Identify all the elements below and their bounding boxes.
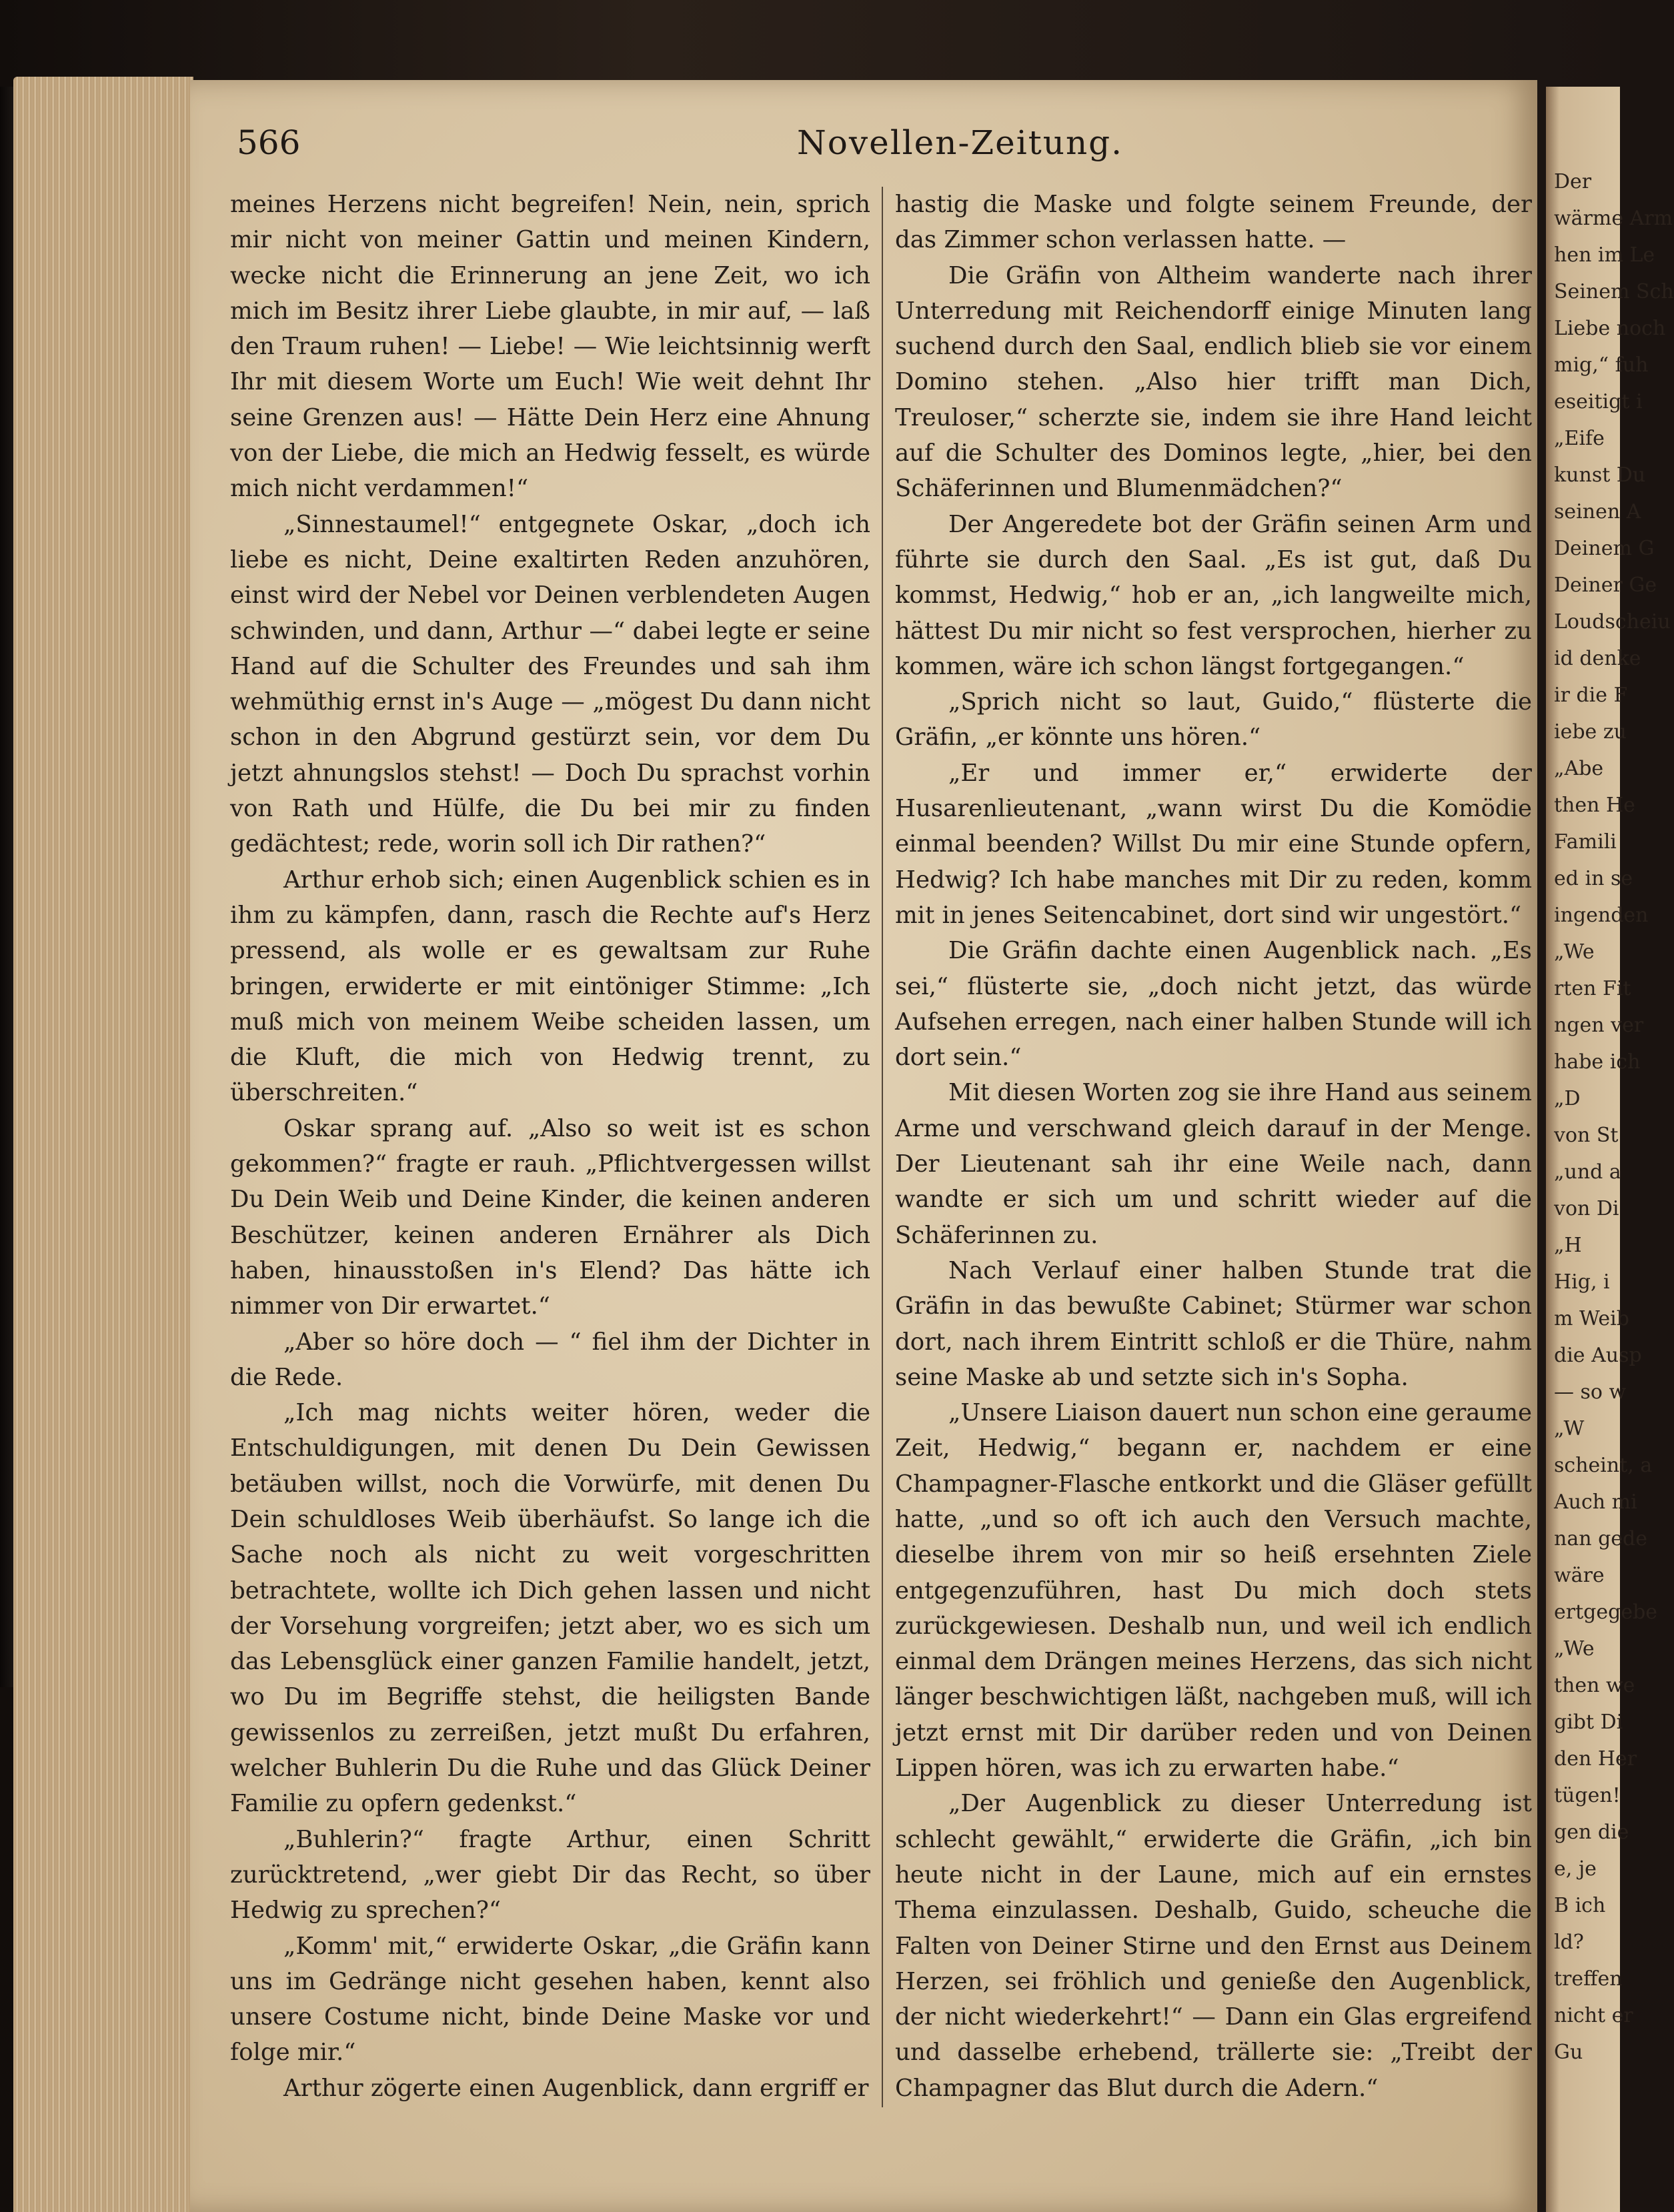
paragraph: „Sinnestaumel!“ entgegnete Oskar, „doch ich liebe es nicht, Deine exaltirten Reden anzuhören, einst wird der Nebel vor Deinen verblendeten Augen schwinden, und dann, Arthur —“ dabei legte er seine Hand auf die Schulter des Freundes und sah ihm wehmüthig ernst in's Auge — „mögest Du dann nicht schon in den Abgrund gestürzt sein, vor dem Du jetzt ahnungslos stehst! — Doch Du sprachst vorhin von Rath und Hülfe, die Du bei mir zu finden gedächtest; rede, worin soll ich Dir rathen?“ <box>230 510 870 858</box>
next-page-fragment: Seinem Sch <box>1554 280 1674 303</box>
next-page-fragment: eseitigt i <box>1554 390 1643 413</box>
next-page-fragment: Deinem G <box>1554 537 1655 560</box>
next-page-fragment: seinen A <box>1554 500 1641 523</box>
paragraph: Arthur zögerte einen Augenblick, dann ergriff er <box>283 2074 869 2102</box>
running-head: Novellen-Zeitung. <box>797 123 1124 162</box>
paragraph: „Buhlerin?“ fragte Arthur, einen Schritt zurücktretend, „wer giebt Dir das Recht, so über Hedwig zu sprechen?“ <box>230 1825 870 1925</box>
next-page-fragment: treffen <box>1554 1967 1623 1991</box>
next-page-fragment: wäre <box>1554 1564 1605 1587</box>
next-page-fragment: rten Fit <box>1554 977 1631 1000</box>
paragraph: Der Angeredete bot der Gräfin seinen Arm und führte sie durch den Saal. „Es ist gut, daß Du kommst, Hedwig,“ hob er an, „ich langweilte mich, hättest Du mir nicht so fest versprochen, hierher zu kommen, wäre ich schon längst fortgegangen.“ <box>895 510 1532 680</box>
next-page-fragment: „und a <box>1554 1160 1621 1184</box>
next-page-fragment: Hig, i <box>1554 1270 1610 1294</box>
paragraph: „Unsere Liaison dauert nun schon eine geraume Zeit, Hedwig,“ begann er, nachdem er eine Champagner-Flasche entkorkt und die Gläser gefüllt hatte, „und so oft ich auch den Versuch machte, dieselbe ihrem von mir so heiß ersehnten Ziele entgegenzuführen, hast Du mich doch stets zurückgewiesen. Deshalb nun, und weil ich endlich einmal dem Drängen meines Herzens, das sich nicht länger beschwichtigen läßt, nachgeben muß, will ich jetzt ernst mit Dir darüber reden und von Deinen Lippen hören, was ich zu erwarten habe.“ <box>895 1399 1532 1783</box>
paragraph: Oskar sprang auf. „Also so weit ist es schon gekommen?“ fragte er rauh. „Pflichtvergessen willst Du Dein Weib und Deine Kinder, die keinen anderen Beschützer, keinen anderen Ernährer als Dich haben, hinausstoßen in's Elend? Das hätte ich nimmer von Dir erwartet.“ <box>230 1114 870 1320</box>
next-page-fragment: nan gede <box>1554 1527 1647 1550</box>
next-page-fragment: Gu <box>1554 2041 1583 2064</box>
next-page-fragment: id denke <box>1554 647 1641 670</box>
next-page-fragment: von St <box>1554 1124 1619 1147</box>
next-page-fragment: gibt Di <box>1554 1711 1623 1734</box>
paragraph: Nach Verlauf einer halben Stunde trat die Gräfin in das bewußte Cabinet; Stürmer war schon dort, nach ihrem Eintritt schloß er die Thüre, nahm seine Maske ab und setzte sich in's Sopha. <box>895 1256 1532 1391</box>
next-page-fragment: ertgegebe <box>1554 1600 1658 1624</box>
next-page-fragment: Famili <box>1554 830 1617 854</box>
next-page-fragment: then we <box>1554 1674 1635 1697</box>
next-page-fragment: B ich <box>1554 1894 1606 1917</box>
next-page-fragment: Der <box>1554 170 1592 193</box>
next-page-fragment: „We <box>1554 940 1595 964</box>
column-divider <box>882 187 883 2107</box>
next-page-fragment: ed in se <box>1554 867 1633 890</box>
paragraph: „Der Augenblick zu dieser Unterredung ist schlecht gewählt,“ erwiderte die Gräfin, „ich bin heute nicht in der Laune, mich auf ein ernstes Thema einzulassen. Deshalb, Guido, scheuche die Falten von Deiner Stirne und den Ernst aus Deinem Herzen, sei fröhlich und genieße den Augenblick, der nicht wiederkehrt!“ — Dann ein Glas ergreifend und dasselbe erhebend, trällerte sie: „Treibt der Champagner das Blut durch die Adern.“ <box>895 1790 1532 2102</box>
paragraph: Die Gräfin dachte einen Augenblick nach. „Es sei,“ flüsterte sie, „doch nicht jetzt, das würde Aufsehen erregen, nach einer halben Stunde will ich dort sein.“ <box>895 937 1532 1072</box>
paragraph: Arthur erhob sich; einen Augenblick schien es in ihm zu kämpfen, dann, rasch die Rechte auf's Herz pressend, als wolle er es gewaltsam zur Ruhe bringen, erwiderte er mit eintöniger Stimme: „Ich muß mich von meinem Weibe scheiden lassen, um die Kluft, die mich von Hedwig trennt, zu überschreiten.“ <box>230 866 870 1107</box>
left-column <box>230 187 870 2106</box>
next-page-fragment: mig,“ fuh <box>1554 353 1649 377</box>
paragraph: „Ich mag nichts weiter hören, weder die Entschuldigungen, mit denen Du Dein Gewissen betäuben willst, noch die Vorwürfe, mit denen Du Dein schuldloses Weib überhäufst. So lange ich die Sache noch als nicht zu weit vorgeschritten betrachtete, wollte ich Dich gehen lassen und nicht der Vorsehung vorgreifen; jetzt aber, wo es sich um das Lebensglück einer ganzen Familie handelt, jetzt, wo Du im Begriffe stehst, die heiligsten Bande gewissenlos zu zerreißen, jetzt mußt Du erfahren, welcher Buhlerin Du die Ruhe und das Glück Deiner Familie zu opfern gedenkst.“ <box>230 1399 870 1818</box>
next-page-fragment: ngen ver <box>1554 1014 1644 1037</box>
next-page-fragment: ir die F <box>1554 684 1628 707</box>
next-page-fragment: then He <box>1554 794 1635 817</box>
paragraph: „Aber so höre doch — “ fiel ihm der Dichter in die Rede. <box>230 1328 870 1391</box>
right-column <box>895 187 1532 2106</box>
next-page-fragment: — so w <box>1554 1380 1627 1404</box>
next-page-fragment: e, je <box>1554 1857 1597 1881</box>
paragraph: meines Herzens nicht begreifen! Nein, nein, sprich mir nicht von meiner Gattin und meinen Kindern, wecke nicht die Erinnerung an jene Zeit, wo ich mich im Besitz ihrer Liebe glaubte, in mir auf, — laß den Traum ruhen! — Liebe! — Wie leichtsinnig werft Ihr mit diesem Worte um Euch! Wie weit dehnt Ihr seine Grenzen aus! — Hätte Dein Herz eine Ahnung von der Liebe, die mich an Hedwig fesselt, es würde mich nicht verdammen!“ <box>230 191 870 503</box>
next-page-fragment: scheint, a <box>1554 1454 1653 1477</box>
next-page-fragment: m Weib <box>1554 1307 1629 1330</box>
next-page-fragment: hen im Le <box>1554 243 1655 267</box>
next-page-fragment: „D <box>1554 1087 1581 1110</box>
page-number: 566 <box>237 123 301 162</box>
next-page-fragment: wärme Arm <box>1554 207 1673 230</box>
paragraph: Die Gräfin von Altheim wanderte nach ihrer Unterredung mit Reichendorff einige Minuten lang suchend durch den Saal, endlich blieb sie vor einem Domino stehen. „Also hier trifft man Dich, Treuloser,“ scherzte sie, indem sie ihre Hand leicht auf die Schulter des Dominos legte, „hier, bei den Schäferinnen und Blumenmädchen?“ <box>895 261 1532 503</box>
next-page-fragment: „Abe <box>1554 757 1604 780</box>
paragraph: hastig die Maske und folgte seinem Freunde, der das Zimmer schon verlassen hatte. — <box>895 191 1532 254</box>
next-page-fragment: Liebe noch <box>1554 317 1666 340</box>
next-page-fragment: Loudscheiu <box>1554 610 1671 634</box>
next-page-fragment: die Ausp <box>1554 1344 1642 1367</box>
next-page-fragment: Auch mi <box>1554 1490 1637 1514</box>
next-page-fragment: ingenden <box>1554 904 1649 927</box>
next-page-fragment: den Her <box>1554 1747 1637 1771</box>
next-page-fragment: ld? <box>1554 1931 1584 1954</box>
paragraph: „Er und immer er,“ erwiderte der Husarenlieutenant, „wann wirst Du die Komödie einmal beenden? Willst Du mir eine Stunde opfern, Hedwig? Ich habe manches mit Dir zu reden, komm mit in jenes Seitencabinet, dort sind wir ungestört.“ <box>895 759 1532 929</box>
next-page-fragment: „H <box>1554 1234 1582 1257</box>
paragraph: „Sprich nicht so laut, Guido,“ flüsterte die Gräfin, „er könnte uns hören.“ <box>895 688 1532 752</box>
next-page-fragment: nicht er <box>1554 2004 1633 2027</box>
next-page-fragment: gen die <box>1554 1821 1629 1844</box>
paragraph: Mit diesen Worten zog sie ihre Hand aus seinem Arme und verschwand gleich darauf in der Menge. Der Lieutenant sah ihr eine Weile nach, dann wandte er sich um und schritt wieder auf die Schäferinnen zu. <box>895 1079 1532 1249</box>
next-page-fragment: Deiner Ge <box>1554 574 1657 597</box>
next-page-fragment: „We <box>1554 1637 1595 1661</box>
next-page-fragment: kunst Du <box>1554 463 1646 487</box>
next-page-fragment: habe ich <box>1554 1050 1641 1074</box>
next-page-fragment: „Eife <box>1554 427 1605 450</box>
next-page-fragment: iebe zu <box>1554 720 1627 744</box>
page-edges <box>13 77 193 2212</box>
next-page-sliver <box>1546 87 1674 2212</box>
paragraph: „Komm' mit,“ erwiderte Oskar, „die Gräfin kann uns im Gedränge nicht gesehen haben, kennt also unsere Costume nicht, binde Deine Maske vor und folge mir.“ <box>230 1932 870 2067</box>
next-page-fragment: tügen! <box>1554 1784 1621 1807</box>
next-page-fragment: von Di <box>1554 1197 1619 1220</box>
next-page-fragment: „W <box>1554 1417 1585 1440</box>
